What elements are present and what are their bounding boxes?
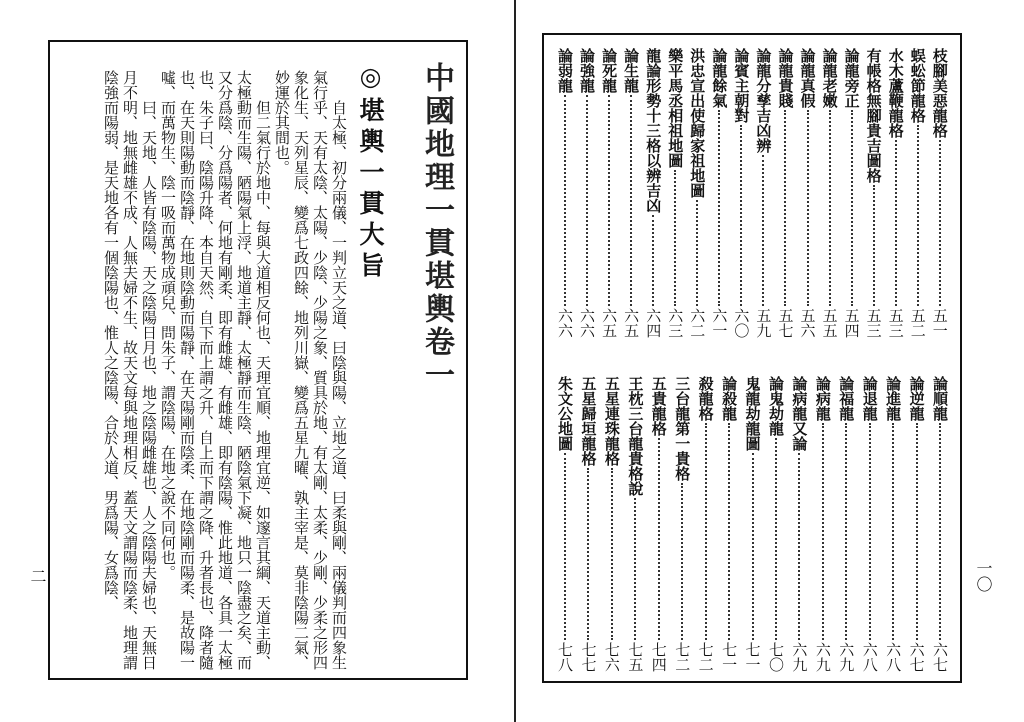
toc-entry-page: 七〇	[766, 642, 785, 672]
toc-entry	[665, 48, 685, 338]
toc-leader-dots	[681, 483, 683, 640]
toc-leader-dots	[658, 438, 660, 640]
toc-leader-dots	[851, 110, 853, 306]
toc-leader-dots	[845, 423, 847, 640]
section-title: ◎堪輿一貫大旨	[356, 62, 385, 283]
toc-entry-page: 七七	[579, 642, 598, 672]
toc-entry-title: 論龍老嫩	[820, 48, 839, 108]
toc-entry	[820, 48, 840, 338]
body-text	[60, 70, 348, 670]
toc-entry-page: 六九	[813, 642, 832, 672]
toc-upper-list	[555, 48, 950, 338]
toc-entry-title: 論病龍	[813, 376, 832, 421]
toc-leader-dots	[740, 125, 742, 306]
toc-entry-page: 六七	[931, 642, 949, 672]
toc-entry-title: 論龍分孳吉凶辨	[754, 48, 773, 153]
toc-leader-dots	[630, 95, 632, 306]
toc-leader-dots	[798, 453, 800, 640]
toc-leader-dots	[939, 140, 941, 306]
toc-entry-title: 論龍真假	[798, 48, 817, 108]
toc-entry-page: 六〇	[732, 308, 751, 338]
book-gutter	[514, 0, 516, 722]
paragraph-3: 曰、天地、人皆有陰陽、天之陰陽日月也、地之陰陽雌雄也、人之陰陽夫婦也、天無日月不明、地無雌雄不成、人無夫婦不生、故天文每與地理相反、蓋天文謂陽而陰柔、地理謂陰強而陽弱、是天地各有一個陰陽也、惟人之陰陽、合於人道、男爲陽、女爲陰、	[102, 70, 158, 670]
toc-entry	[864, 48, 884, 338]
toc-leader-dots	[762, 155, 764, 306]
toc-entry-title: 論逆龍	[907, 376, 926, 421]
toc-entry-page: 六九	[837, 642, 856, 672]
toc-entry-page: 五四	[842, 308, 861, 338]
toc-entry-title: 論病龍又論	[790, 376, 809, 451]
toc-entry-title: 五星歸垣龍格	[579, 376, 598, 466]
toc-entry-page: 七二	[673, 642, 692, 672]
toc-leader-dots	[564, 453, 566, 640]
toc-entry	[577, 48, 597, 338]
toc-entry	[842, 48, 862, 338]
toc-leader-dots	[873, 185, 875, 306]
toc-leader-dots	[775, 438, 777, 640]
toc-entry	[649, 376, 669, 672]
toc-leader-dots	[784, 110, 786, 306]
toc-leader-dots	[608, 95, 610, 306]
toc-entry	[908, 48, 928, 338]
toc-entry	[731, 48, 751, 338]
toc-leader-dots	[705, 423, 707, 640]
toc-leader-dots	[718, 110, 720, 306]
right-page-number: 一〇	[974, 560, 993, 592]
toc-entry	[599, 48, 619, 338]
toc-entry-title: 論鬼劫龍	[766, 376, 785, 436]
toc-leader-dots	[916, 423, 918, 640]
toc-leader-dots	[696, 200, 698, 306]
toc-entry-page: 六二	[688, 308, 707, 338]
toc-leader-dots	[807, 110, 809, 306]
toc-entry	[625, 376, 645, 672]
toc-entry-title: 三台龍第一貴格	[673, 376, 692, 481]
toc-entry-title: 龍論形勢十三格以辨吉凶	[644, 48, 663, 213]
toc-entry	[743, 376, 763, 672]
toc-entry-page: 七八	[556, 642, 574, 672]
toc-entry-title: 論福龍	[837, 376, 856, 421]
toc-entry-title: 蜈蚣節龍格	[908, 48, 927, 123]
toc-entry	[621, 48, 641, 338]
toc-leader-dots	[634, 498, 636, 640]
toc-entry-page: 七四	[649, 642, 668, 672]
toc-leader-dots	[917, 125, 919, 306]
toc-leader-dots	[829, 110, 831, 306]
toc-leader-dots	[611, 468, 613, 640]
toc-entry-title: 論賓主朝對	[732, 48, 751, 123]
toc-entry-page: 六五	[600, 308, 619, 338]
toc-leader-dots	[892, 423, 894, 640]
toc-entry-title: 論退龍	[860, 376, 879, 421]
toc-entry	[860, 376, 880, 672]
toc-leader-dots	[587, 468, 589, 640]
toc-entry	[766, 376, 786, 672]
toc-entry-page: 五三	[886, 308, 905, 338]
toc-entry-page: 七一	[720, 642, 739, 672]
toc-entry	[775, 48, 795, 338]
toc-entry-title: 有帳格無腳貴吉圖格	[864, 48, 883, 183]
toc-entry	[672, 376, 692, 672]
toc-entry-title: 論龍餘氣	[710, 48, 729, 108]
toc-leader-dots	[564, 95, 566, 306]
toc-leader-dots	[728, 423, 730, 640]
toc-entry-page: 五五	[820, 308, 839, 338]
toc-entry	[930, 376, 950, 672]
paragraph-1: 自太極、初分兩儀、一判立天之道、曰陰與陽、立地之道、曰柔與剛、兩儀判而四象生氣行乎、天有太陰、太陽、少陰、少陽之象、質具於地、有太剛、太柔、少剛、少柔之形四象化生、天列星辰、變爲七政四餘、地列川嶽、變爲五星九曜、孰主宰是、莫非陰陽二氣、妙運於其間也。	[273, 70, 348, 670]
toc-leader-dots	[586, 95, 588, 306]
toc-entry-title: 五貴龍格	[649, 376, 668, 436]
toc-entry	[709, 48, 729, 338]
toc-entry-page: 六六	[578, 308, 597, 338]
toc-entry-page: 六五	[622, 308, 641, 338]
toc-entry	[602, 376, 622, 672]
toc-entry	[719, 376, 739, 672]
toc-entry-title: 論殺龍	[720, 376, 739, 421]
toc-entry-page: 五二	[908, 308, 927, 338]
toc-leader-dots	[752, 453, 754, 640]
toc-entry	[836, 376, 856, 672]
toc-leader-dots	[652, 215, 654, 306]
toc-entry	[696, 376, 716, 672]
toc-leader-dots	[822, 423, 824, 640]
toc-entry	[643, 48, 663, 338]
toc-entry-page: 六四	[644, 308, 663, 338]
toc-entry-page: 六一	[710, 308, 729, 338]
toc-entry-page: 五六	[798, 308, 817, 338]
toc-leader-dots	[895, 140, 897, 306]
toc-entry	[687, 48, 707, 338]
toc-entry-page: 五七	[776, 308, 795, 338]
toc-leader-dots	[674, 170, 676, 306]
toc-entry	[555, 376, 575, 672]
toc-entry	[886, 48, 906, 338]
toc-entry-page: 六三	[666, 308, 685, 338]
toc-entry	[555, 48, 575, 338]
toc-lower-list	[555, 376, 950, 672]
paragraph-2: 但二氣行於地中、每與大道相反何也、天理宜順、地理宜逆、如邃言其綱、天道主動、太極動而生陽、陋陽氣上浮、地道主靜、太極靜而生陰、陋陰氣下凝、地只一陰盡之矣、而又分爲陰、分爲陽者、何地有剛柔、即有雌雄、有雌雄、即有陰陽、惟此地道、各具一太極也、朱子曰、陰陽升降、本自天然、自下而上謂之升、自上而下謂之降、升者長也、降者隨也、在天則陽動而陰靜、在地則陰動而陽靜、在天陽剛而陰柔、在地陰剛而陽柔、是故陽一噓、而萬物生、陰一吸而萬物成頑兒、問朱子、謂陰陽、在地之說不同何也。	[159, 70, 272, 670]
toc-entry-page: 六六	[556, 308, 574, 338]
toc-entry-title: 洪忠宣出使歸家祖地圖	[688, 48, 707, 198]
toc-entry	[930, 48, 950, 338]
toc-leader-dots	[869, 423, 871, 640]
left-page-number: 二	[28, 568, 47, 584]
toc-entry-title: 樂平馬丞相祖地圖	[666, 48, 685, 168]
toc-entry-title: 論死龍	[600, 48, 619, 93]
toc-entry-page: 六九	[790, 642, 809, 672]
toc-entry-title: 水木蘆鞭龍格	[886, 48, 905, 138]
book-title: 中國地理一貫堪輿卷一	[419, 62, 454, 392]
toc-entry	[883, 376, 903, 672]
toc-entry	[578, 376, 598, 672]
toc-entry-title: 論生龍	[622, 48, 641, 93]
toc-entry-title: 論龍旁正	[842, 48, 861, 108]
toc-entry-title: 論弱龍	[556, 48, 574, 93]
toc-entry-title: 殺龍格	[696, 376, 715, 421]
toc-entry-page: 七五	[626, 642, 645, 672]
toc-entry-title: 朱文公地圖	[556, 376, 574, 451]
toc-entry-title: 論龍貴賤	[776, 48, 795, 108]
toc-entry	[813, 376, 833, 672]
toc-entry-page: 七一	[743, 642, 762, 672]
toc-entry-page: 六七	[907, 642, 926, 672]
toc-entry-page: 七六	[602, 642, 621, 672]
toc-entry-title: 論順龍	[931, 376, 949, 421]
toc-entry	[753, 48, 773, 338]
toc-entry	[798, 48, 818, 338]
toc-entry	[907, 376, 927, 672]
toc-entry-title: 鬼龍劫龍圖	[743, 376, 762, 451]
toc-entry-title: 枝腳美惡龍格	[930, 48, 949, 138]
toc-entry-title: 論進龍	[884, 376, 903, 421]
toc-entry-title: 五星連珠龍格	[602, 376, 621, 466]
toc-entry-title: 論強龍	[578, 48, 597, 93]
toc-entry-page: 五一	[930, 308, 949, 338]
toc-entry-page: 六八	[884, 642, 903, 672]
toc-entry-page: 七二	[696, 642, 715, 672]
toc-entry-page: 五九	[754, 308, 773, 338]
toc-entry-page: 五三	[864, 308, 883, 338]
toc-entry-page: 六八	[860, 642, 879, 672]
toc-leader-dots	[939, 423, 941, 640]
toc-entry	[789, 376, 809, 672]
toc-entry-title: 王枕三台龍貴格說	[626, 376, 645, 496]
